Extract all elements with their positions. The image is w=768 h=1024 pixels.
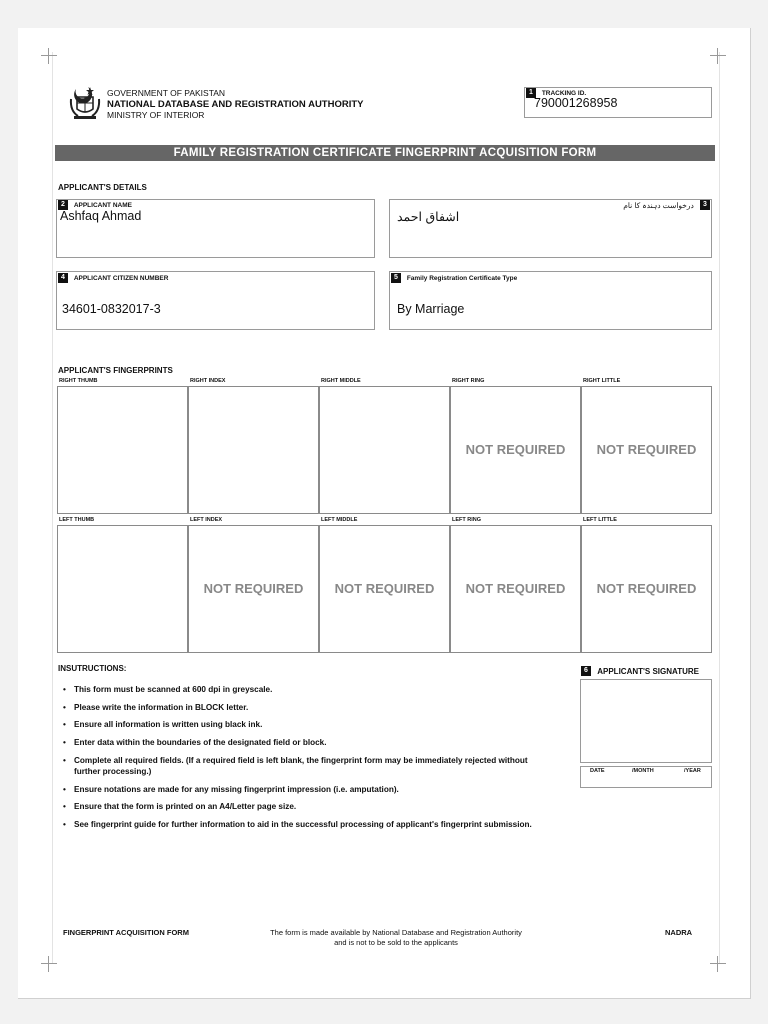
- instruction-item: • Enter data within the boundaries of the designated field or block.: [74, 737, 554, 748]
- citizen-number-label: APPLICANT CITIZEN NUMBER: [73, 274, 169, 282]
- right-index-box[interactable]: [188, 386, 319, 514]
- applicant-details-heading: APPLICANT'S DETAILS: [58, 183, 147, 192]
- footer-notice: [236, 928, 556, 948]
- signature-label-row: [581, 666, 699, 676]
- frc-type-label-row: [391, 273, 517, 283]
- not-required-note: NOT REQUIRED: [465, 581, 566, 596]
- date-label: DATE: [590, 768, 605, 774]
- left-little-label: LEFT LITTLE: [583, 517, 617, 523]
- right-ring-box[interactable]: [450, 386, 581, 514]
- citizen-number-value: 34601-0832017-3: [62, 302, 161, 316]
- right-thumb-label: RIGHT THUMB: [59, 378, 98, 384]
- urdu-name-label-row: [623, 200, 710, 210]
- signature-box[interactable]: [580, 679, 712, 763]
- field-number-badge: 1: [526, 88, 536, 98]
- urdu-name-label: درخواست دہندہ کا نام: [623, 200, 694, 210]
- fingerprints-heading: APPLICANT'S FINGERPRINTS: [58, 366, 173, 375]
- applicant-name-label: APPLICANT NAME: [73, 201, 132, 209]
- not-required-note: NOT REQUIRED: [203, 581, 304, 596]
- right-middle-label: RIGHT MIDDLE: [321, 378, 361, 384]
- issuing-authority-block: [107, 88, 364, 121]
- left-middle-box[interactable]: [319, 525, 450, 653]
- year-label: /YEAR: [684, 768, 701, 774]
- right-little-box[interactable]: [581, 386, 712, 514]
- tracking-id-value: 790001268958: [534, 96, 618, 110]
- left-index-box[interactable]: [188, 525, 319, 653]
- instruction-item: • Ensure that the form is printed on an A4/Letter page size.: [74, 801, 554, 812]
- form-title: FAMILY REGISTRATION CERTIFICATE FINGERPRINT ACQUISITION FORM: [55, 145, 715, 161]
- instructions-heading: INSUTRUCTIONS:: [58, 664, 127, 673]
- field-number-badge: 6: [581, 666, 591, 676]
- left-thumb-box[interactable]: [57, 525, 188, 653]
- instruction-item: • Ensure notations are made for any missing fingerprint impression (i.e. amputation).: [74, 784, 554, 795]
- signature-label: APPLICANT'S SIGNATURE: [597, 666, 699, 676]
- instruction-item: • See fingerprint guide for further information to aid in the successful processing of applicant's fingerprint submission.: [74, 819, 554, 830]
- right-index-label: RIGHT INDEX: [190, 378, 226, 384]
- instruction-item: • Complete all required fields. (If a required field is left blank, the fingerprint form may be immediately rejected without further processing.): [74, 755, 554, 777]
- frc-type-label: Family Registration Certificate Type: [406, 274, 518, 282]
- crop-mark-top-left: [41, 48, 57, 64]
- right-thumb-box[interactable]: [57, 386, 188, 514]
- authority-name: NATIONAL DATABASE AND REGISTRATION AUTHORITY: [107, 99, 364, 110]
- applicant-name-value: Ashfaq Ahmad: [60, 209, 142, 223]
- not-required-note: NOT REQUIRED: [596, 581, 697, 596]
- footer-notice-line-1: The form is made available by National Database and Registration Authority: [270, 928, 522, 937]
- right-little-label: RIGHT LITTLE: [583, 378, 621, 384]
- instruction-item: • Ensure all information is written using black ink.: [74, 719, 554, 730]
- footer-form-name: FINGERPRINT ACQUISITION FORM: [63, 928, 189, 937]
- left-index-label: LEFT INDEX: [190, 517, 223, 523]
- right-middle-box[interactable]: [319, 386, 450, 514]
- left-ring-box[interactable]: [450, 525, 581, 653]
- frc-type-value: By Marriage: [397, 302, 465, 316]
- urdu-name-value: اشفاق احمد: [397, 210, 460, 224]
- ministry-line: MINISTRY OF INTERIOR: [107, 110, 205, 120]
- left-middle-label: LEFT MIDDLE: [321, 517, 358, 523]
- field-number-badge: 4: [58, 273, 68, 283]
- field-number-badge: 2: [58, 200, 68, 210]
- instruction-item: • Please write the information in BLOCK letter.: [74, 702, 554, 713]
- crop-mark-bottom-right: [710, 956, 726, 972]
- not-required-note: NOT REQUIRED: [334, 581, 435, 596]
- left-little-box[interactable]: [581, 525, 712, 653]
- not-required-note: NOT REQUIRED: [596, 442, 697, 457]
- tracking-id-label: TRACKING ID.: [541, 89, 587, 97]
- left-ring-label: LEFT RING: [452, 517, 482, 523]
- field-number-badge: 3: [700, 200, 710, 210]
- crop-mark-top-right: [710, 48, 726, 64]
- citizen-number-label-row: [58, 273, 168, 283]
- government-emblem-icon: [68, 85, 102, 121]
- month-label: /MONTH: [632, 768, 654, 774]
- government-line: GOVERNMENT OF PAKISTAN: [107, 88, 226, 98]
- field-number-badge: 5: [391, 273, 401, 283]
- footer-organization: NADRA: [665, 928, 693, 937]
- not-required-note: NOT REQUIRED: [465, 442, 566, 457]
- instruction-item: • This form must be scanned at 600 dpi in greyscale.: [74, 684, 554, 695]
- crop-mark-bottom-left: [41, 956, 57, 972]
- footer-notice-line-2: and is not to be sold to the applicants: [334, 938, 458, 947]
- right-ring-label: RIGHT RING: [452, 378, 485, 384]
- left-thumb-label: LEFT THUMB: [59, 517, 95, 523]
